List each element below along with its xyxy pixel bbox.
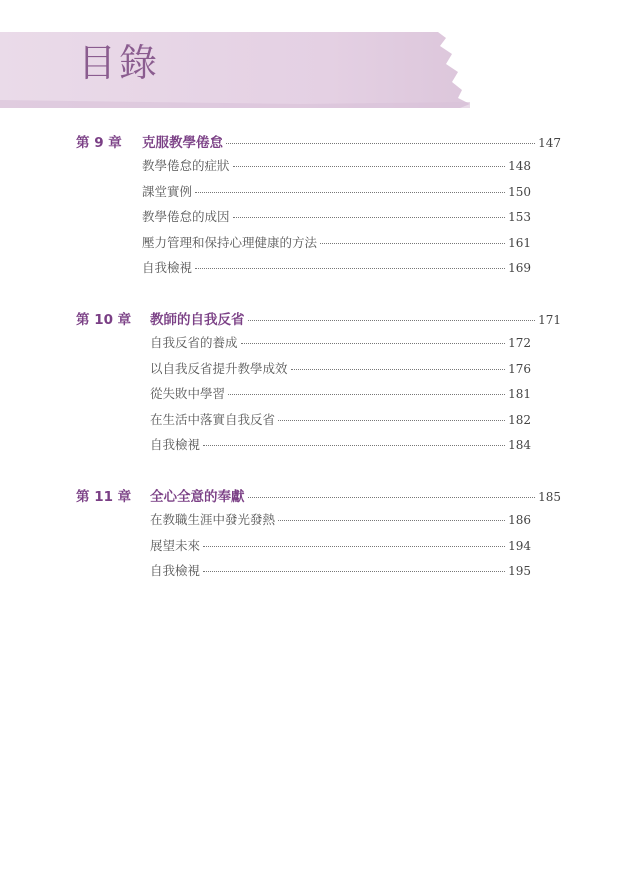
toc-entry[interactable] bbox=[142, 233, 531, 259]
chapter-10 bbox=[76, 308, 561, 461]
page-number: 182 bbox=[508, 412, 531, 427]
entry-title: 課堂實例 bbox=[142, 183, 193, 199]
toc-entry[interactable] bbox=[150, 536, 531, 562]
chapter-title: 教師的自我反省 bbox=[150, 312, 245, 328]
page-number: 147 bbox=[538, 136, 561, 150]
leader-dots bbox=[291, 369, 506, 370]
toc-entry[interactable] bbox=[150, 435, 531, 461]
leader-dots bbox=[233, 166, 506, 167]
page-number: 194 bbox=[508, 538, 531, 553]
entry-title: 自我檢視 bbox=[150, 437, 201, 452]
page-number: 176 bbox=[508, 361, 531, 376]
toc-entry[interactable] bbox=[150, 510, 531, 536]
page-number: 195 bbox=[508, 564, 531, 578]
chapter-9 bbox=[76, 131, 561, 284]
leader-dots bbox=[278, 520, 505, 521]
entry-title: 在教職生涯中發光發熱 bbox=[150, 512, 276, 527]
toc-entry[interactable] bbox=[142, 156, 531, 182]
chapter-heading[interactable] bbox=[76, 308, 561, 330]
page-number: 171 bbox=[538, 313, 561, 327]
entry-title: 展望未來 bbox=[150, 537, 201, 553]
chapter-11 bbox=[76, 485, 561, 587]
page-number: 186 bbox=[508, 513, 531, 527]
title-banner bbox=[0, 32, 480, 108]
toc-entry[interactable] bbox=[150, 561, 531, 587]
toc-entry[interactable] bbox=[150, 410, 531, 436]
entry-title: 壓力管理和保持心理健康的方法 bbox=[142, 234, 318, 250]
page-number: 185 bbox=[538, 490, 561, 504]
toc-entry[interactable] bbox=[142, 182, 531, 208]
page-number: 150 bbox=[508, 184, 531, 199]
leader-dots bbox=[248, 497, 536, 498]
leader-dots bbox=[320, 243, 505, 244]
leader-dots bbox=[248, 320, 536, 321]
chapter-number: 第 10 章 bbox=[76, 312, 132, 328]
entry-title: 自我反省的養成 bbox=[150, 335, 238, 350]
page-number: 184 bbox=[508, 438, 531, 452]
chapter-heading[interactable] bbox=[76, 131, 561, 153]
page-number: 169 bbox=[508, 261, 531, 275]
entry-title: 教學倦怠的症狀 bbox=[142, 158, 230, 173]
chapter-heading[interactable] bbox=[76, 485, 561, 507]
chapter-title: 克服教學倦怠 bbox=[142, 135, 223, 151]
leader-dots bbox=[195, 268, 505, 269]
entry-title: 自我檢視 bbox=[142, 260, 193, 275]
entry-title: 教學倦怠的成因 bbox=[142, 209, 230, 224]
page-number: 153 bbox=[508, 210, 531, 224]
toc-entry[interactable] bbox=[150, 359, 531, 385]
entry-title: 從失敗中學習 bbox=[150, 386, 226, 401]
leader-dots bbox=[233, 217, 506, 218]
entry-title: 自我檢視 bbox=[150, 563, 201, 578]
leader-dots bbox=[228, 394, 505, 395]
chapter-number: 第 9 章 bbox=[76, 135, 122, 151]
leader-dots bbox=[195, 192, 505, 193]
leader-dots bbox=[241, 343, 506, 344]
chapter-title: 全心全意的奉獻 bbox=[150, 489, 245, 505]
page-number: 148 bbox=[508, 159, 531, 173]
toc-entry[interactable] bbox=[150, 384, 531, 410]
toc-entry[interactable] bbox=[142, 258, 531, 284]
page-number: 172 bbox=[508, 336, 531, 350]
leader-dots bbox=[278, 420, 505, 421]
entry-title: 以自我反省提升教學成效 bbox=[150, 360, 288, 376]
chapter-number: 第 11 章 bbox=[76, 489, 132, 505]
leader-dots bbox=[203, 571, 505, 572]
page-title: 目錄 bbox=[78, 41, 161, 85]
leader-dots bbox=[226, 143, 535, 144]
leader-dots bbox=[203, 445, 505, 446]
toc-entry[interactable] bbox=[142, 207, 531, 233]
entry-title: 在生活中落實自我反省 bbox=[150, 411, 276, 427]
page-number: 161 bbox=[508, 235, 531, 250]
toc-entry[interactable] bbox=[150, 333, 531, 359]
page-number: 181 bbox=[508, 387, 531, 401]
leader-dots bbox=[203, 546, 505, 547]
